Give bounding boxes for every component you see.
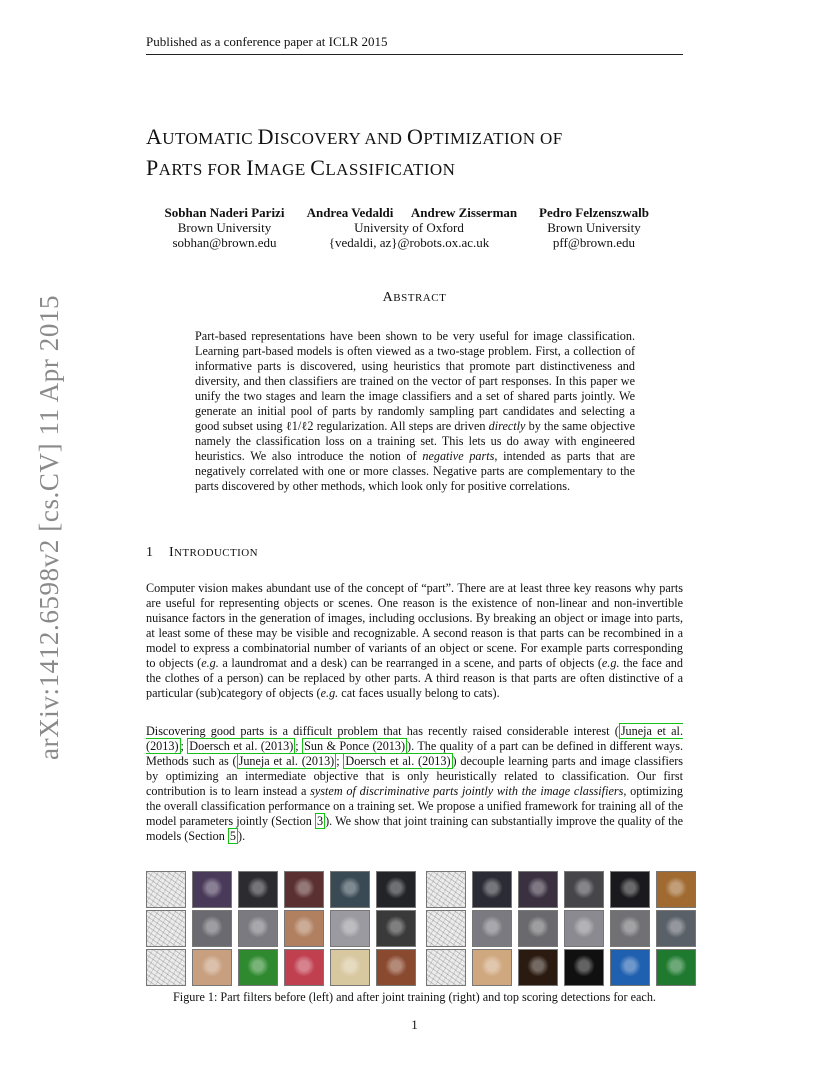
detection-image (284, 949, 324, 986)
detection-image (472, 910, 512, 947)
detection-image (284, 871, 324, 908)
detection-image (192, 949, 232, 986)
part-filter-image (146, 949, 186, 986)
detection-image (284, 910, 324, 947)
part-filter-image (426, 949, 466, 986)
detection-image (518, 871, 558, 908)
figure-caption: Figure 1: Part filters before (left) and after joint training (right) and top scoring detections for each. (173, 990, 656, 1004)
author-2: Andrea Vedaldi (306, 205, 394, 220)
section-ref-link[interactable]: 3 (317, 814, 324, 828)
detection-image (472, 949, 512, 986)
arxiv-stamp: arXiv:1412.6598v2 [cs.CV] 11 Apr 2015 (34, 294, 64, 760)
detection-image (610, 910, 650, 947)
detection-image (238, 949, 278, 986)
citation-link[interactable]: Juneja et al. (2013) (146, 724, 683, 753)
detection-image (376, 910, 416, 947)
title-line-1: AUTOMATIC DISCOVERY AND OPTIMIZATION OF (146, 124, 563, 149)
author-2-3-shared: University of Oxford {vedaldi, az}@robots.ox.ac.uk (328, 220, 490, 250)
detection-image (656, 949, 696, 986)
part-filter-image (146, 871, 186, 908)
author-block (146, 205, 683, 253)
detection-image (518, 949, 558, 986)
intro-paragraph-2: Discovering good parts is a difficult problem that has recently raised considerable interest ( Juneja et al. (2013) ; Doersch et al. (2013) ; Sun & Ponce (2013) ). The quality of a part can be defined in different ways. Methods such as ( Juneja et al. (2013) ; Doersch et al. (2013) ) decouple learning parts and image classifiers by optimizing an intermediate objective that is only heuristically related to classification. Our first contribution is to learn instead a system of discriminative parts jointly with the image classifiers, optimizing the overall classification performance on a training set. We propose a unified framework for training all of the model parameters jointly (Section 3 ). We show that joint training can substantially improve the quality of the models (Section 5 ). (146, 724, 684, 843)
detection-image (192, 910, 232, 947)
page-number: 1 (411, 1017, 418, 1032)
figure-right-panel (426, 871, 696, 986)
part-filter-image (146, 910, 186, 947)
detection-image (564, 910, 604, 947)
detection-image (330, 910, 370, 947)
detection-image (238, 871, 278, 908)
title-line-2: PARTS FOR IMAGE CLASSIFICATION (146, 155, 456, 180)
part-filter-image (426, 871, 466, 908)
detection-image (610, 949, 650, 986)
running-header: Published as a conference paper at ICLR 2015 (146, 34, 683, 55)
author-3: Andrew Zisserman (410, 205, 518, 220)
detection-image (656, 910, 696, 947)
figure-1 (146, 871, 683, 989)
intro-paragraph-1: Computer vision makes abundant use of the concept of “part”. There are at least three key reasons why parts are useful for representing objects or scenes. One reason is the existence of non-linear and non-invertible nuisance factors in the generation of images, including occlusions. By breaking an object or image into parts, at least some of these may be visible and recognizable. A second reason is that parts can be recombined in a model to express a combinatorial number of variants of an object or scene. For example parts corresponding to objects (e.g. a laundromat and a desk) can be rearranged in a scene, and parts of objects (e.g. the face and the clothes of a person) can be replaced by other parts. A third reason is that parts are often distinctive of a particular (sub)category of objects (e.g. cat faces usually belong to cats). (146, 581, 683, 700)
citation-link[interactable]: Doersch et al. (2013) (345, 754, 451, 768)
citation-link[interactable]: Doersch et al. (2013) (189, 739, 294, 753)
detection-image (610, 871, 650, 908)
author-1: Sobhan Naderi Parizi Brown University sobhan@brown.edu (164, 205, 285, 250)
abstract-body: Part-based representations have been shown to be very useful for image classification. Learning part-based models is often viewed as a two-stage problem. First, a collection of informative parts is discovered, using heuristics that promote part distinctiveness and diversity, and then classifiers are trained on the vector of part responses. In this paper we unify the two stages and learn the image classifiers and a set of shared parts jointly. We generate an initial pool of parts by randomly sampling part candidates and selecting a good subset using ℓ1/ℓ2 regularization. All steps are driven directly by the same objective namely the classification loss on a training set. This lets us do away with engineered heuristics. We also introduce the notion of negative parts, intended as parts that are negatively correlated with one or more classes. Negative parts are complementary to the parts discovered by other methods, which look only for positive correlations. (195, 329, 636, 493)
author-4: Pedro Felzenszwalb Brown University pff@brown.edu (539, 205, 649, 250)
detection-image (518, 910, 558, 947)
part-filter-image (426, 910, 466, 947)
detection-image (330, 949, 370, 986)
citation-link[interactable]: Juneja et al. (2013) (238, 754, 335, 768)
paper-title (146, 122, 706, 184)
figure-left-panel (146, 871, 416, 986)
detection-image (330, 871, 370, 908)
detection-image (376, 871, 416, 908)
detection-image (472, 871, 512, 908)
section-ref-link[interactable]: 5 (229, 829, 237, 843)
detection-image (656, 871, 696, 908)
detection-image (192, 871, 232, 908)
detection-image (376, 949, 416, 986)
detection-image (238, 910, 278, 947)
abstract-heading: ABSTRACT (382, 290, 447, 305)
detection-image (564, 871, 604, 908)
detection-image (564, 949, 604, 986)
section-heading-introduction: 1 INTRODUCTION (146, 545, 258, 560)
citation-link[interactable]: Sun & Ponce (2013) (304, 739, 406, 753)
